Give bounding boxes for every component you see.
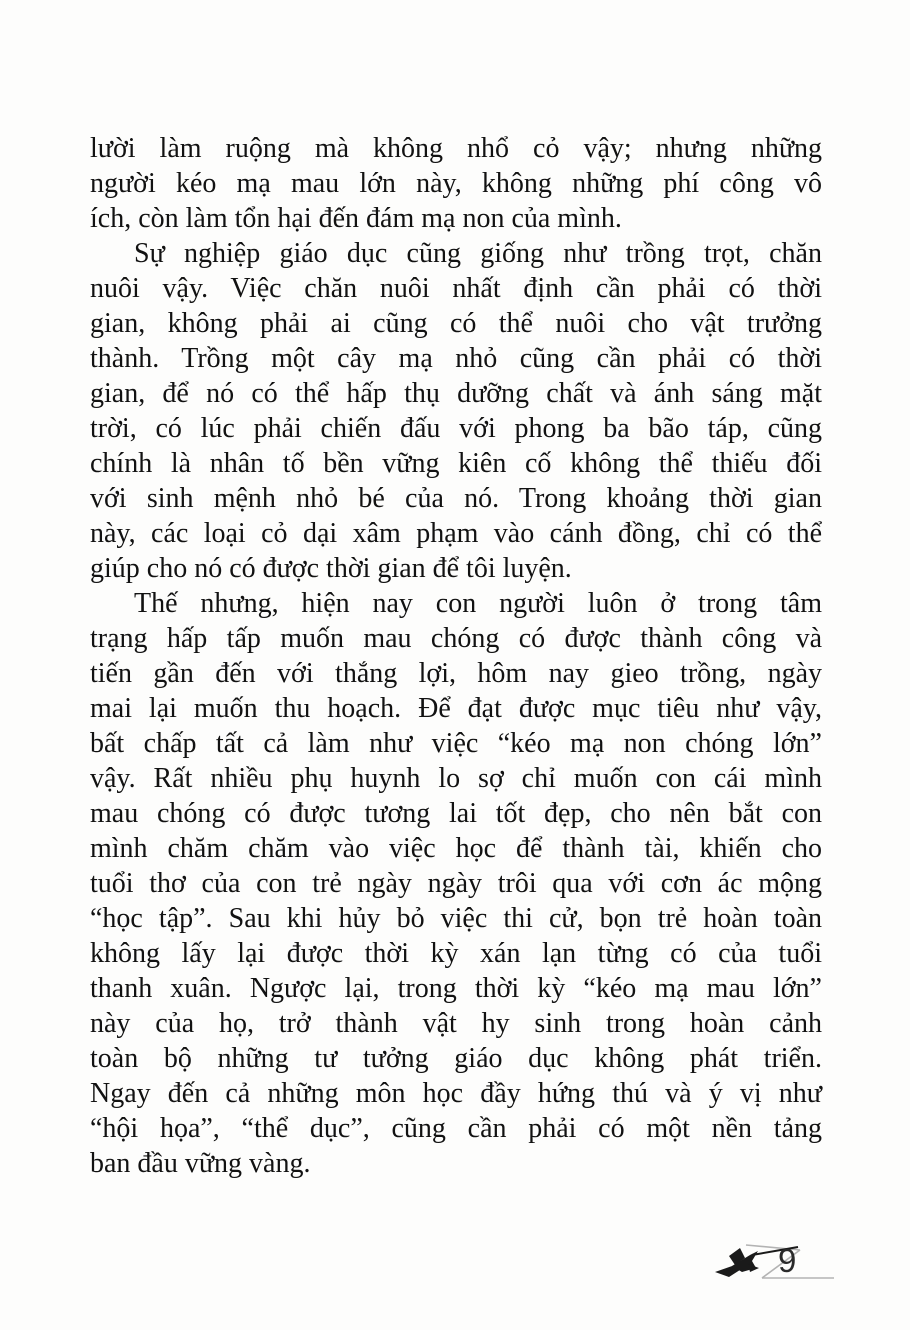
text-line: tuổi thơ của con trẻ ngày ngày trôi qua với cơn ác mộng — [90, 868, 822, 899]
text-line: này, các loại cỏ dại xâm phạm vào cánh đồng, chỉ có thể — [90, 518, 822, 549]
text-line: không lấy lại được thời kỳ xán lạn từng có của tuổi — [90, 938, 822, 969]
paragraph-2 — [90, 236, 822, 586]
text-line: thành. Trồng một cây mạ nhỏ cũng cần phải có thời — [90, 343, 822, 374]
text-line: gian, không phải ai cũng có thể nuôi cho vật trưởng — [90, 308, 822, 339]
text-line: người kéo mạ mau lớn này, không những phí công vô — [90, 168, 822, 199]
paragraph-3 — [90, 586, 822, 1181]
text-line: với sinh mệnh nhỏ bé của nó. Trong khoảng thời gian — [90, 483, 822, 514]
text-line: Ngay đến cả những môn học đầy hứng thú và ý vị như — [90, 1078, 822, 1109]
text-line: trời, có lúc phải chiến đấu với phong ba bão táp, cũng — [90, 413, 822, 444]
text-line: bất chấp tất cả làm như việc “kéo mạ non chóng lớn” — [90, 728, 822, 759]
text-line: mau chóng có được tương lai tốt đẹp, cho nên bắt con — [90, 798, 822, 829]
text-line: ích, còn làm tổn hại đến đám mạ non của mình. — [90, 203, 622, 234]
text-line: toàn bộ những tư tưởng giáo dục không phát triển. — [90, 1043, 822, 1074]
text-line: “học tập”. Sau khi hủy bỏ việc thi cử, bọn trẻ hoàn toàn — [90, 903, 822, 934]
text-line: ban đầu vững vàng. — [90, 1148, 311, 1179]
text-line: Thế nhưng, hiện nay con người luôn ở trong tâm — [134, 588, 822, 619]
text-line: vậy. Rất nhiều phụ huynh lo sợ chỉ muốn con cái mình — [90, 763, 822, 794]
text-line: nuôi vậy. Việc chăn nuôi nhất định cần phải có thời — [90, 273, 822, 304]
paragraph-1 — [90, 131, 822, 236]
text-line: mai lại muốn thu hoạch. Để đạt được mục tiêu như vậy, — [90, 693, 822, 724]
text-line: giúp cho nó có được thời gian để tôi luyện. — [90, 553, 572, 584]
text-line: gian, để nó có thể hấp thụ dưỡng chất và ánh sáng mặt — [90, 378, 822, 409]
page-number: 9 — [778, 1242, 797, 1279]
text-line: thanh xuân. Ngược lại, trong thời kỳ “kéo mạ mau lớn” — [90, 973, 822, 1004]
text-line: này của họ, trở thành vật hy sinh trong hoàn cảnh — [90, 1008, 822, 1039]
page-text — [90, 131, 822, 1181]
page-footer — [712, 1238, 847, 1288]
text-line: chính là nhân tố bền vững kiên cố không thể thiếu đối — [90, 448, 822, 479]
text-line: Sự nghiệp giáo dục cũng giống như trồng trọt, chăn — [134, 238, 822, 269]
text-line: trạng hấp tấp muốn mau chóng có được thành công và — [90, 623, 822, 654]
text-line: “hội họa”, “thể dục”, cũng cần phải có một nền tảng — [90, 1113, 822, 1144]
text-line: tiến gần đến với thắng lợi, hôm nay gieo trồng, ngày — [90, 658, 822, 689]
text-line: lười làm ruộng mà không nhổ cỏ vậy; nhưng những — [90, 133, 822, 164]
text-line: mình chăm chăm vào việc học để thành tài, khiến cho — [90, 833, 822, 864]
